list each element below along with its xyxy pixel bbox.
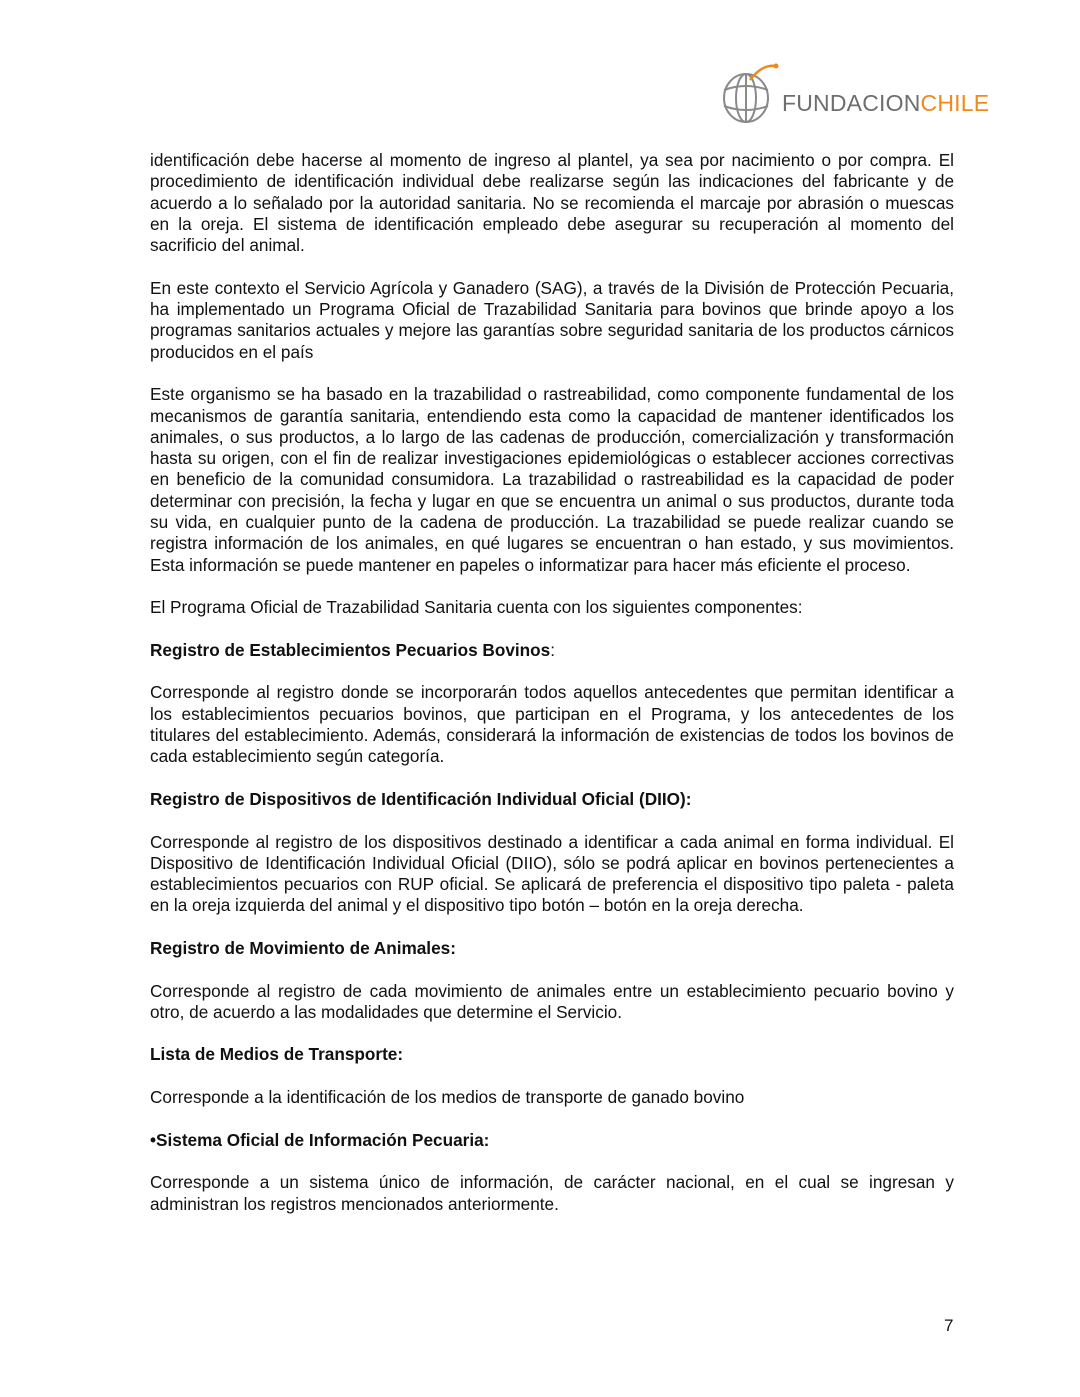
paragraph-sag-context: En este contexto el Servicio Agrícola y Ganadero (SAG), a través de la División de Protección Pecuaria, ha implementado un Programa Oficial de Trazabilidad Sanitaria para bovinos que brinde apoyo a los programas sanitarios actuales y mejore las garantías sobre seguridad sanitaria de los productos cárnicos producidos en el país <box>150 277 954 362</box>
globe-logo-icon <box>716 60 786 130</box>
heading-establishments-colon: : <box>550 639 555 660</box>
paragraph-establishments: Corresponde al registro donde se incorporarán todos aquellos antecedentes que permitan identificar a los establecimientos pecuarios bovinos, que participan en el Programa, y los antecedentes de los titulares del establecimiento. Además, considerará la información de existencias de todos los bovinos de cada establecimiento según categoría. <box>150 682 954 767</box>
heading-movements: Registro de Movimiento de Animales: <box>150 937 456 958</box>
logo-word-fundacion: FUNDACION <box>782 90 921 116</box>
paragraph-movements: Corresponde al registro de cada movimiento de animales entre un establecimiento pecuario bovino y otro, de acuerdo a las modalidades que determine el Servicio. <box>150 980 954 1022</box>
heading-establishments-text: Registro de Establecimientos Pecuarios Bovinos <box>150 639 551 660</box>
heading-information-system: •Sistema Oficial de Información Pecuaria: <box>150 1129 490 1150</box>
heading-diio: Registro de Dispositivos de Identificación Individual Oficial (DIIO): <box>150 788 692 809</box>
heading-transport: Lista de Medios de Transporte: <box>150 1044 404 1065</box>
logo-wordmark <box>782 92 989 115</box>
heading-establishments <box>150 640 954 661</box>
paragraph-identification: identificación debe hacerse al momento de ingreso al plantel, ya sea por nacimiento o por compra. El procedimiento de identificación individual debe realizarse según las indicaciones del fabricante y de acuerdo a lo señalado por la autoridad sanitaria. No se recomienda el marcaje por abrasión o muescas en la oreja. El sistema de identificación empleado debe asegurar su recuperación al momento del sacrificio del animal. <box>150 150 954 256</box>
paragraph-components-intro: El Programa Oficial de Trazabilidad Sanitaria cuenta con los siguientes componentes: <box>150 597 803 618</box>
document-body <box>150 150 954 1215</box>
fundacion-chile-logo <box>716 60 990 130</box>
paragraph-traceability: Este organismo se ha basado en la trazabilidad o rastreabilidad, como componente fundamental de los mecanismos de garantía sanitaria, entendiendo esta como la capacidad de mantener identificados los animales, o sus productos, a lo largo de las cadenas de producción, comercialización y transformación hasta su origen, con el fin de realizar investigaciones epidemiológicas o establecer acciones correctivas en beneficio de la comunidad consumidora. La trazabilidad o rastreabilidad es la capacidad de poder determinar con precisión, la fecha y lugar en que se encuentra un animal o sus productos, durante toda su vida, en cualquier punto de la cadena de producción. La trazabilidad se puede realizar cuando se registra información de los animales, en qué lugares se encuentran o han estado, y sus movimientos. Esta información se puede mantener en papeles o informatizar para hacer más eficiente el proceso. <box>150 384 954 575</box>
paragraph-diio: Corresponde al registro de los dispositivos destinado a identificar a cada animal en forma individual. El Dispositivo de Identificación Individual Oficial (DIIO), sólo se podrá aplicar en bovinos pertenecientes a establecimientos pecuarios con RUP oficial. Se aplicará de preferencia el dispositivo tipo paleta - paleta en la oreja izquierda del animal y el dispositivo tipo botón – botón en la oreja derecha. <box>150 831 954 916</box>
paragraph-information-system: Corresponde a un sistema único de información, de carácter nacional, en el cual se ingresan y administran los registros mencionados anteriormente. <box>150 1172 954 1214</box>
page-number: 7 <box>944 1316 954 1335</box>
logo-word-chile: CHILE <box>920 90 990 116</box>
paragraph-transport: Corresponde a la identificación de los medios de transporte de ganado bovino <box>150 1087 745 1108</box>
